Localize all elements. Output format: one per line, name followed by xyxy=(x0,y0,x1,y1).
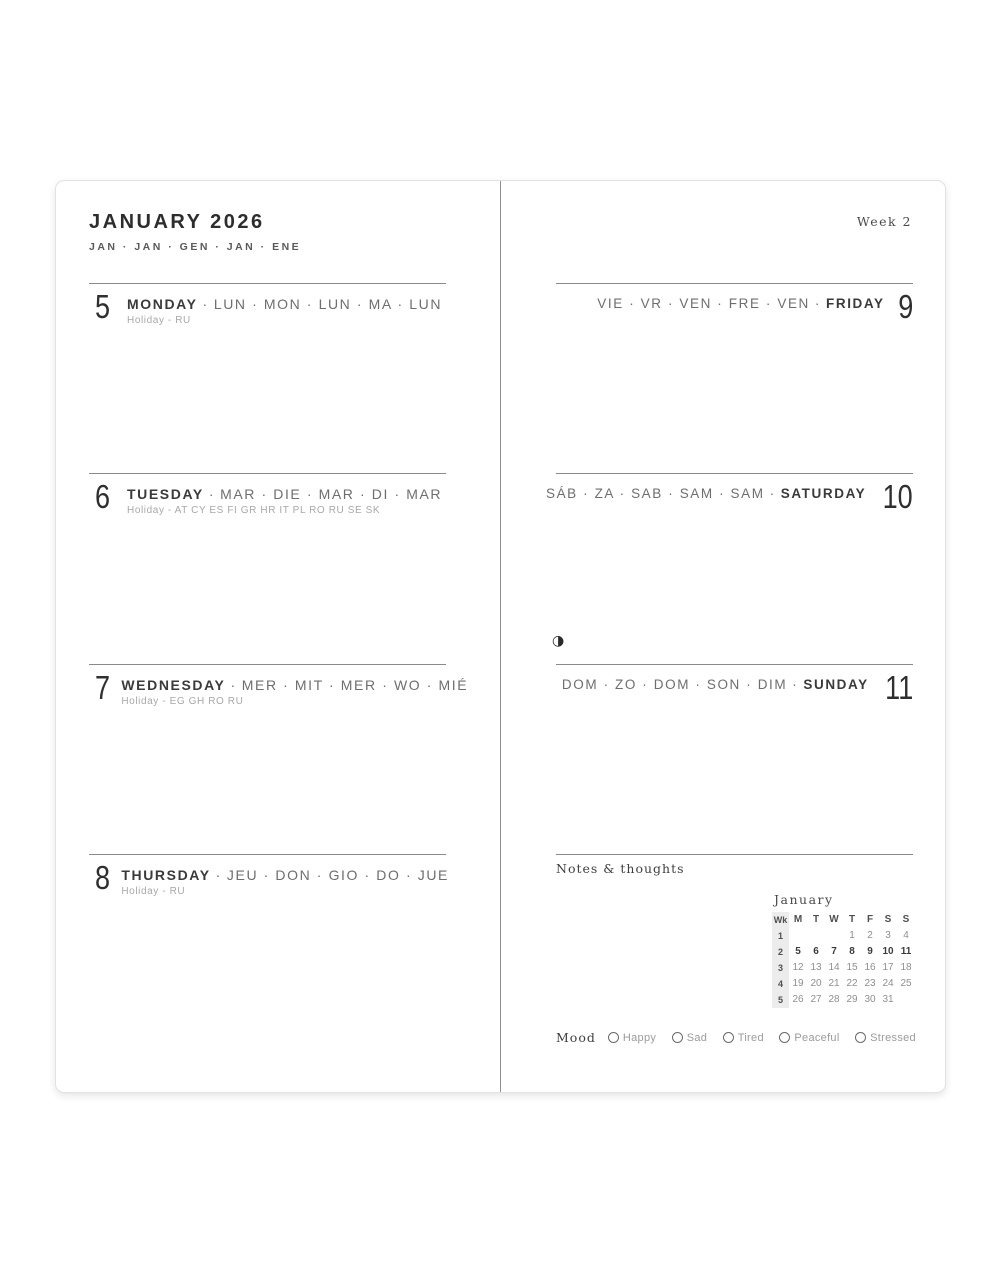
calendar-week-column-header: Wk xyxy=(772,912,789,928)
calendar-date-cell: 6 xyxy=(813,946,819,957)
calendar-date-cell: 17 xyxy=(882,962,894,973)
day-name-primary: FRIDAY xyxy=(826,296,885,311)
day-name-line xyxy=(127,284,442,312)
planner-page xyxy=(55,180,946,1093)
calendar-date-cell: 2 xyxy=(867,930,873,941)
day-name-line xyxy=(121,665,468,693)
calendar-date-cell: 15 xyxy=(846,962,858,973)
mood-option-peaceful xyxy=(779,1032,839,1044)
day-header-row xyxy=(89,474,446,516)
calendar-date-cell: 14 xyxy=(828,962,840,973)
day-name-primary: TUESDAY xyxy=(127,486,204,503)
moon-phase-icon: ◑ xyxy=(552,633,565,649)
calendar-date-cell: 7 xyxy=(831,946,837,957)
day-name-translations: SÁB · ZA · SAB · SAM · SAM xyxy=(545,486,765,502)
calendar-date-cell xyxy=(897,992,915,1008)
calendar-date-cell: 22 xyxy=(846,978,858,989)
day-block-tuesday xyxy=(89,473,446,516)
day-name-separator: · xyxy=(208,486,216,503)
calendar-date-cell: 3 xyxy=(885,930,891,941)
calendar-date-cell: 26 xyxy=(792,994,804,1005)
calendar-date-cell xyxy=(807,928,825,944)
month-title: JANUARY 2026 xyxy=(89,211,265,233)
mood-radio-circle-icon xyxy=(672,1032,683,1043)
calendar-date-cell: 5 xyxy=(795,946,801,957)
calendar-week-number: 1 xyxy=(772,928,789,944)
day-block-monday xyxy=(89,283,446,326)
day-name-translations: MAR · DIE · MAR · DI · MAR xyxy=(220,486,443,503)
calendar-date-cell xyxy=(825,928,843,944)
mood-tracker xyxy=(556,1030,916,1045)
calendar-date-cell: 29 xyxy=(846,994,858,1005)
calendar-date-cell: 30 xyxy=(864,994,876,1005)
calendar-date-cell: 12 xyxy=(792,962,804,973)
day-name-primary: MONDAY xyxy=(127,296,198,312)
mood-option-happy xyxy=(608,1032,656,1044)
day-name-separator: · xyxy=(230,676,237,693)
mood-options xyxy=(608,1032,916,1044)
day-names xyxy=(546,474,866,501)
calendar-date-cell: 23 xyxy=(864,978,876,989)
day-header-row xyxy=(89,284,446,326)
day-number: 11 xyxy=(884,668,913,706)
holiday-note: Holiday - EG GH RO RU xyxy=(121,695,244,707)
calendar-week-number: 3 xyxy=(772,960,789,976)
calendar-date-cell: 8 xyxy=(849,946,855,957)
day-name-translations: JEU · DON · GIO · DO · JUE xyxy=(226,867,449,884)
mood-option-label: Sad xyxy=(686,1031,708,1044)
calendar-date-cell: 18 xyxy=(900,962,912,973)
calendar-date-cell: 10 xyxy=(882,946,894,957)
calendar-date-cell: 11 xyxy=(900,946,912,957)
mood-radio-circle-icon xyxy=(855,1032,866,1043)
day-name-primary: SATURDAY xyxy=(780,486,867,502)
calendar-date-cell: 19 xyxy=(792,978,804,989)
mood-radio-circle-icon xyxy=(779,1032,790,1043)
calendar-date-cell: 27 xyxy=(810,994,822,1005)
mood-option-tired xyxy=(723,1032,764,1044)
day-number: 9 xyxy=(897,288,913,325)
day-number: 8 xyxy=(95,859,111,897)
calendar-day-header: W xyxy=(829,914,839,925)
calendar-day-header: T xyxy=(848,914,856,925)
day-name-primary: WEDNESDAY xyxy=(121,676,226,693)
day-name-separator: · xyxy=(769,486,776,502)
calendar-day-header: F xyxy=(866,914,874,925)
mood-option-sad xyxy=(672,1032,707,1044)
week-number-label: Week 2 xyxy=(856,214,912,229)
calendar-date-cell: 1 xyxy=(849,930,855,941)
day-header-row xyxy=(556,665,913,704)
day-block-friday xyxy=(556,283,913,323)
day-names xyxy=(121,855,449,897)
day-name-translations: DOM · ZO · DOM · SON · DIM xyxy=(561,676,788,692)
month-header xyxy=(89,211,301,253)
notes-section xyxy=(556,854,913,876)
day-names xyxy=(121,665,468,707)
mini-calendar-grid xyxy=(772,912,915,1008)
day-name-line xyxy=(127,474,442,502)
holiday-note: Holiday - RU xyxy=(121,886,186,898)
calendar-day-header: T xyxy=(812,914,820,925)
calendar-week-number: 5 xyxy=(772,992,789,1008)
calendar-date-cell: 13 xyxy=(810,962,822,973)
day-header-row xyxy=(556,284,913,323)
holiday-note: Holiday - AT CY ES FI GR HR IT PL RO RU SE SK xyxy=(127,505,381,517)
calendar-date-cell: 4 xyxy=(903,930,909,941)
calendar-date-cell: 28 xyxy=(828,994,840,1005)
holiday-note: Holiday - RU xyxy=(127,315,191,326)
month-subtitle: JAN · JAN · GEN · JAN · ENE xyxy=(89,241,302,253)
mood-label: Mood xyxy=(556,1030,596,1045)
day-name-primary: SUNDAY xyxy=(803,676,869,692)
calendar-day-header: S xyxy=(884,914,892,925)
day-name-translations: MER · MIT · MER · WO · MIÉ xyxy=(241,676,469,693)
mood-option-stressed xyxy=(855,1032,916,1044)
mini-calendar xyxy=(772,892,915,1008)
mood-option-label: Happy xyxy=(622,1031,657,1044)
day-name-separator: · xyxy=(814,296,822,311)
day-names xyxy=(597,284,884,311)
day-name-separator: · xyxy=(792,676,799,692)
day-name-primary: THURSDAY xyxy=(121,867,211,884)
day-name-separator: · xyxy=(215,867,222,884)
mood-option-label: Stressed xyxy=(870,1031,916,1044)
calendar-week-number: 2 xyxy=(772,944,789,960)
day-number: 7 xyxy=(95,668,111,706)
day-names xyxy=(127,474,442,516)
calendar-date-cell: 31 xyxy=(882,994,894,1005)
mood-radio-circle-icon xyxy=(723,1032,734,1043)
day-header-row xyxy=(89,665,469,707)
mini-calendar-title: January xyxy=(774,892,834,907)
calendar-day-header: M xyxy=(793,914,803,925)
mood-option-label: Peaceful xyxy=(794,1031,840,1044)
day-block-wednesday xyxy=(89,664,469,707)
calendar-date-cell: 24 xyxy=(882,978,894,989)
mood-option-label: Tired xyxy=(737,1031,764,1044)
day-number: 6 xyxy=(95,478,111,516)
calendar-date-cell: 20 xyxy=(810,978,822,989)
day-name-line xyxy=(121,855,449,883)
day-name-translations: VIE · VR · VEN · FRE · VEN xyxy=(597,296,810,311)
day-header-row xyxy=(545,474,913,516)
calendar-day-header: S xyxy=(902,914,910,925)
day-header-row xyxy=(89,855,449,898)
day-names xyxy=(562,665,869,692)
calendar-date-cell: 9 xyxy=(867,946,873,957)
day-block-sunday xyxy=(556,664,913,704)
day-name-separator: · xyxy=(202,296,209,312)
calendar-date-cell: 16 xyxy=(864,962,876,973)
calendar-date-cell: 25 xyxy=(900,978,912,989)
day-name-translations: LUN · MON · LUN · MA · LUN xyxy=(213,296,443,312)
calendar-date-cell xyxy=(789,928,807,944)
day-block-saturday xyxy=(545,473,913,516)
page-center-divider xyxy=(500,181,502,1092)
mood-radio-circle-icon xyxy=(608,1032,619,1043)
notes-label: Notes & thoughts xyxy=(556,861,685,876)
day-names xyxy=(127,284,442,326)
day-number: 10 xyxy=(882,478,913,516)
calendar-week-number: 4 xyxy=(772,976,789,992)
day-number: 5 xyxy=(95,288,111,325)
calendar-date-cell: 21 xyxy=(828,978,840,989)
day-block-thursday xyxy=(89,854,449,898)
